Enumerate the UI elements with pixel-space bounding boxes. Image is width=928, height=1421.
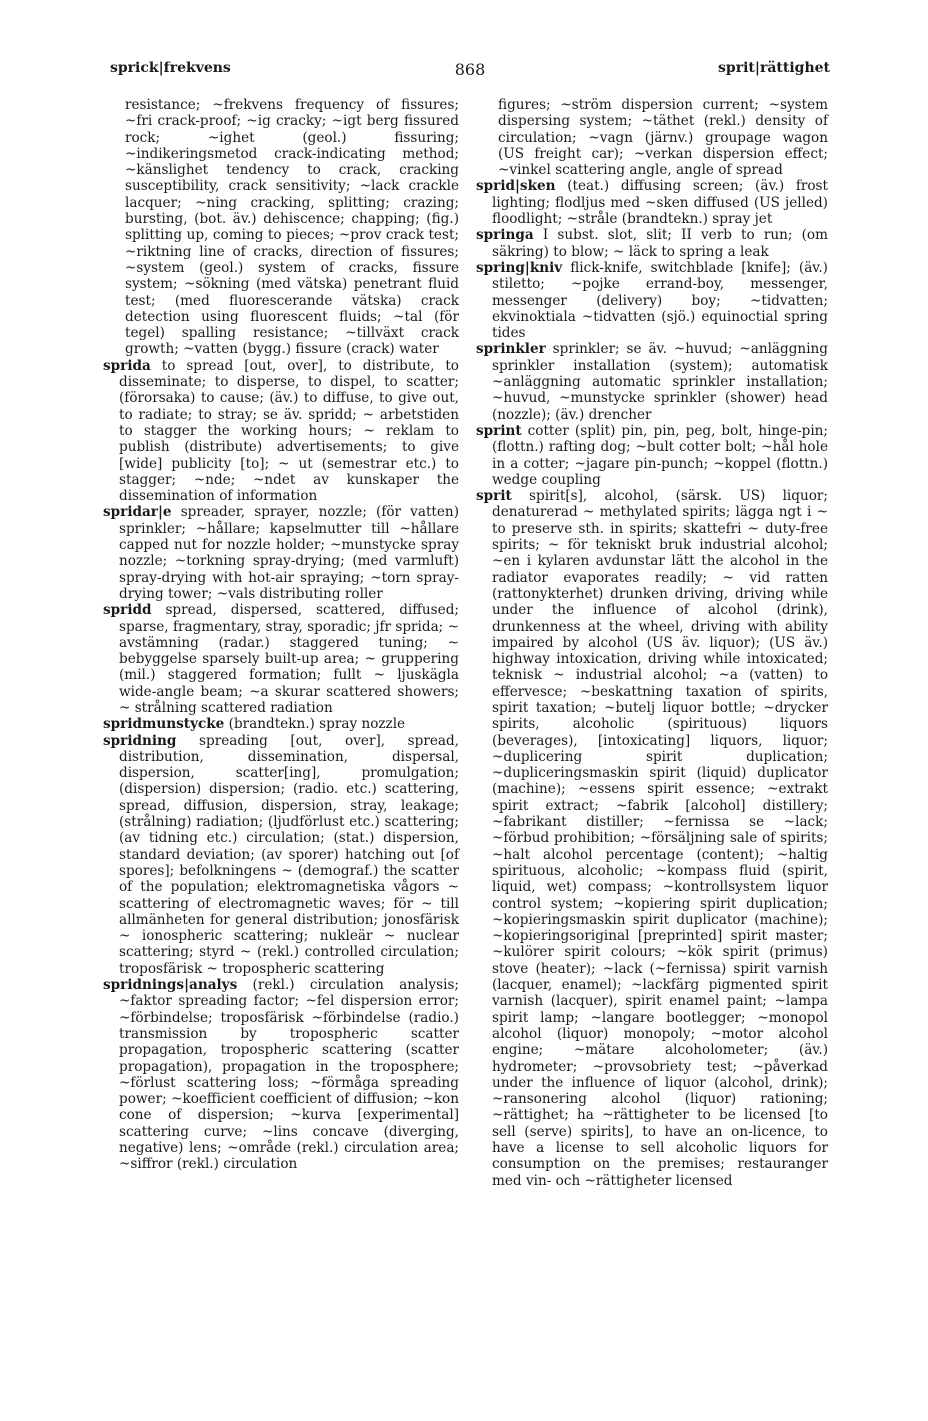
entry-headword: springa bbox=[476, 227, 534, 244]
dictionary-entry bbox=[103, 977, 459, 1173]
entry-text: spreading [out, over], spread, distribution, dissemination, dispersal, dispersion, scatter[ing], promulgation; (dispersion) dispersion; (radio. etc.) scattering, spread, diffusion, dispersion, stray, leakage; (strålning) radiation; (ljudförlust etc.) scattering; (av tidning etc.) circulation; (stat.) dispersion, standard deviation; (av sporer) hatching out [of spores]; befolkningens ~ (demograf.) the scatter of the population; elektromagnetiska vågors ~ scattering of electromagnetic waves; för ~ till allmänheten for general distribution; jonosfärisk ~ ionospheric scattering; nukleär ~ nuclear scattering; styrd ~ (rekl.) controlled circulation; troposfärisk ~ tropospheric scattering bbox=[119, 732, 459, 977]
entry-headword: sprit bbox=[476, 488, 512, 505]
entry-headword: sprida bbox=[103, 357, 151, 374]
entry-headword: spring|kniv bbox=[476, 259, 563, 276]
dictionary-entry bbox=[476, 178, 828, 227]
entry-text: I subst. slot, slit; II verb to run; (om säkring) to blow; ~ läck to spring a leak bbox=[492, 227, 828, 260]
dictionary-entry bbox=[476, 227, 828, 260]
dictionary-entry bbox=[103, 504, 459, 602]
dictionary-entry bbox=[476, 97, 828, 178]
entry-text: sprinkler; se äv. ~huvud; ~anläggning sprinkler installation (system); automatisk ~anläggning automatic sprinkler installation; ~huvud, ~munstycke sprinkler (shower) head (nozzle); (äv.) drencher bbox=[492, 341, 828, 423]
entry-headword: spridning bbox=[103, 732, 177, 749]
entry-headword: sprid|sken bbox=[476, 178, 556, 195]
entry-text: figures; ~ström dispersion current; ~system dispersing system; ~täthet (rekl.) density of circulation; ~vagn (järnv.) groupage wagon (US freight car); ~verkan dispersion effect; ~vinkel scattering angle, angle of spread bbox=[498, 97, 828, 179]
dictionary-entry bbox=[103, 602, 459, 716]
dictionary-entry bbox=[103, 716, 459, 732]
right-guide-word: sprit|rättighet bbox=[718, 60, 830, 76]
dictionary-entry bbox=[476, 260, 828, 341]
entry-text: (brandtekn.) spray nozzle bbox=[224, 716, 406, 733]
dictionary-entry bbox=[476, 488, 828, 1189]
running-head bbox=[110, 60, 830, 84]
entry-text: cotter (split) pin, pin, peg, bolt, hinge-pin; (flottn.) rafting dog; ~bult cotter bolt; ~hål hole in a cotter; ~jagare pin-punch; ~koppel (flottn.) wedge coupling bbox=[492, 422, 828, 488]
dictionary-entry bbox=[103, 358, 459, 505]
entry-headword: spridmunstycke bbox=[103, 716, 225, 733]
entry-text: (rekl.) circulation analysis; ~faktor spreading factor; ~fel dispersion error; ~förbindelse; troposfärisk ~förbindelse (radio.) transmission by tropospheric scatter propagation, tropospheric scattering (scatter propagation), propagation in the troposphere; ~förlust scattering loss; ~förmåga spreading power; ~koefficient coefficient of diffusion; ~kon cone of dispersion; ~kurva [experimental] scattering curve; ~lins concave (diverging, negative) lens; ~område (rekl.) circulation area; ~siffror (rekl.) circulation bbox=[119, 977, 459, 1173]
dictionary-entry bbox=[476, 341, 828, 422]
left-column bbox=[103, 97, 459, 1173]
entry-text: (teat.) diffusing screen; (äv.) frost lighting; flodljus med ~sken diffused (US jelled) floodlight; ~stråle (brandtekn.) spray jet bbox=[492, 178, 828, 228]
entry-text: spreader, sprayer, nozzle; (för vatten) sprinkler; ~hållare; kapselmutter till ~hållare capped nut for nozzle holder; ~munstycke spray nozzle; ~torkning spray-drying; (med varmluft) spray-drying with hot-air spraying; ~torn spray-drying tower; ~vals distributing roller bbox=[119, 504, 459, 602]
dictionary-entry bbox=[103, 733, 459, 977]
dictionary-entry bbox=[476, 423, 828, 488]
left-guide-word: sprick|frekvens bbox=[110, 60, 231, 76]
entry-headword: spridd bbox=[103, 602, 152, 619]
entry-headword: spridnings|analys bbox=[103, 977, 238, 994]
entry-headword: spridar|e bbox=[103, 504, 172, 521]
dictionary-entry bbox=[103, 97, 459, 358]
entry-headword: sprinkler bbox=[476, 341, 546, 358]
entry-text: resistance; ~frekvens frequency of fissures; ~fri crack-proof; ~ig cracky; ~igt berg fissured rock; ~ighet (geol.) fissuring; ~indikeringsmetod crack-indicating method; ~känslighet tendency to crack, cracking susceptibility, crack sensitivity; ~lack crackle lacquer; ~ning cracking, splitting; crazing; bursting, (bot. äv.) dehiscence; chapping; (fig.) splitting up, coming to pieces; ~prov crack test; ~riktning line of cracks, direction of fissures; ~system (geol.) system of cracks, fissure system; ~sökning (med vätska) penetrant fluid test; (med fluorescerande vätska) crack detection using fluorescent fluids; ~tal (för tegel) spalling resistance; ~tillväxt crack growth; ~vatten (bygg.) fissure (crack) water bbox=[125, 97, 459, 358]
right-column bbox=[476, 97, 828, 1189]
entry-text: to spread [out, over], to distribute, to disseminate; to disperse, to dispel, to scatter; (förorsaka) to cause; (äv.) to diffuse, to give out, to radiate; to stray; se äv. spridd; ~ arbetstiden to stagger the working hours; ~ reklam to publish (distribute) advertisements; to give [wide] publicity [to]; ~ ut (semestrar etc.) to stagger; ~nde; ~ndet av kunskaper the dissemination of information bbox=[119, 357, 459, 505]
entry-text: flick-knife, switchblade [knife]; (äv.) stiletto; ~pojke errand-boy, messenger, messenger (delivery) boy; ~tidvatten; ekvinoktiala ~tidvatten (sjö.) equinoctial spring tides bbox=[492, 259, 828, 342]
entry-headword: sprint bbox=[476, 422, 522, 439]
entry-text: spirit[s], alcohol, (särsk. US) liquor; denaturerad ~ methylated spirits; lägga ngt i ~ to preserve sth. in spirits; skattefri ~ duty-free spirits; ~ för tekniskt bruk industrial alcohol; ~en i kylaren avdunstar lätt the alcohol in the radiator evaporates readily; ~ vid ratten (rattonykterhet) drunken driving, driving while under the influence of alcohol (drink), drunkenness at the wheel, driving with ability impaired by alcohol (US äv. liquor); (US äv.) highway intoxication, driving while intoxicated; teknisk ~ industrial alcohol; ~a (vatten) to effervesce; ~beskattning taxation of spirits, spirit taxation; ~butelj liquor bottle; ~drycker spirits, alcoholic (spirituous) liquors (beverages), [intoxicating] liquors, liquor; ~duplicering spirit duplication; ~dupliceringsmaskin spirit (liquid) duplicator (machine); ~essens spirit essence; ~extrakt spirit extract; ~fabrik [alcohol] distillery; ~fabrikant distiller; ~fernissa se ~lack; ~förbud prohibition; ~försäljning sale of spirits; ~halt alcohol percentage (content); ~haltig spirituous, alcoholic; ~kompass fluid (spirit, liquid, wet) compass; ~kontrollsystem liquor control system; ~kopiering spirit duplication; ~kopieringsmaskin spirit duplicator (machine); ~kopieringsoriginal [preprinted] spirit master; ~kulörer spirit colours; ~kök spirit (primus) stove (heater); ~lack (~fernissa) spirit varnish (lacquer, enamel); ~lackfärg pigmented spirit varnish (lacquer), spirit enamel paint; ~lampa spirit lamp; ~langare bootlegger; ~monopol alcohol (liquor) monopoly; ~motor alcohol engine; ~mätare alcoholometer; (äv.) hydrometer; ~provsobriety test; ~påverkad under the influence of liquor (alcohol, drink); ~ransonering alcohol (liquor) rationing; ~rättighet; ha ~rättigheter to be licensed [to sell (serve) spirits], to have an on-licence, to have a license to sell alcoholic liquors for consumption on the premises; restauranger med vin- och ~rättigheter licensed bbox=[492, 488, 828, 1189]
page-number: 868 bbox=[454, 60, 486, 79]
entry-text: spread, dispersed, scattered, diffused; sparse, fragmentary, stray, sporadic; jfr sprida; ~ avstämning (radar.) staggered tuning; ~ bebyggelse sparsely built-up area; ~ gruppering (mil.) staggered formation; fullt ~ ljuskägla wide-angle beam; ~a skurar scattered showers; ~ strålning scattered radiation bbox=[119, 602, 459, 716]
